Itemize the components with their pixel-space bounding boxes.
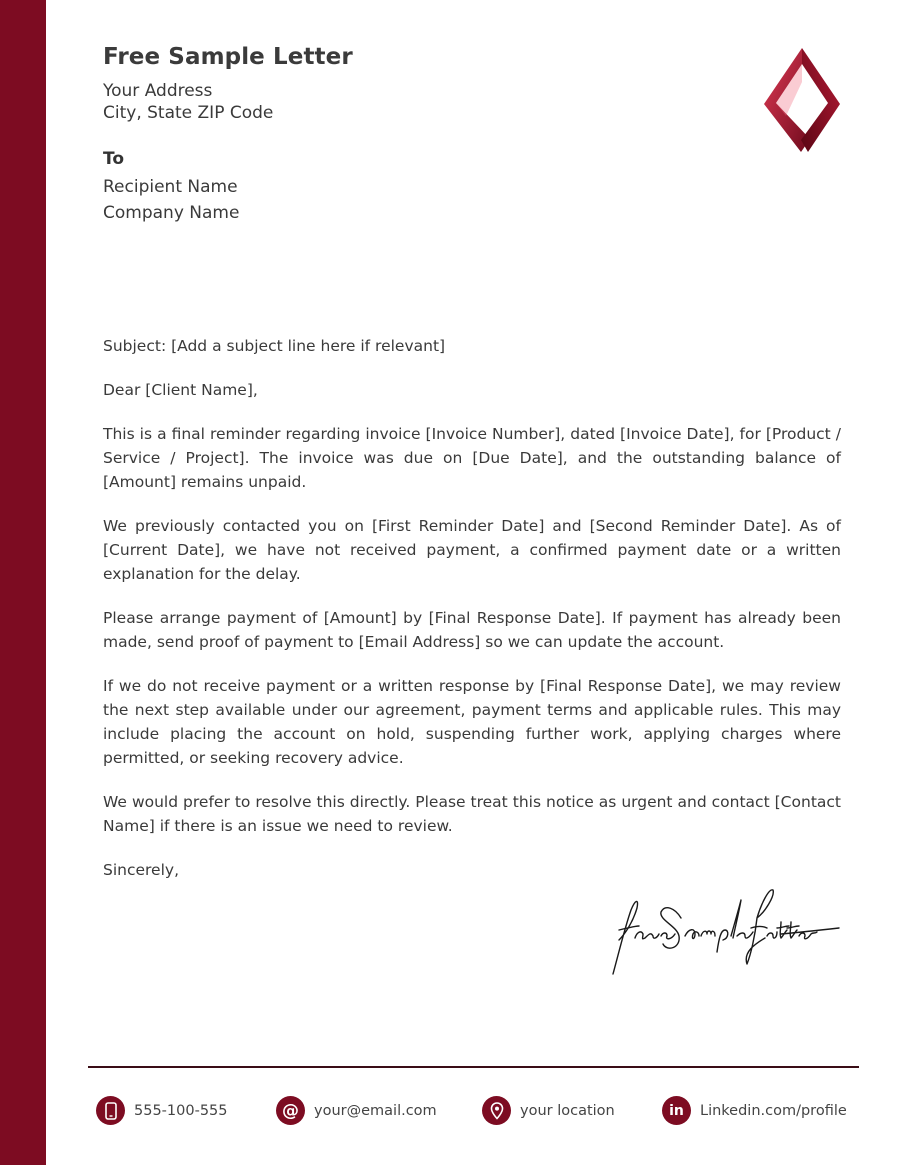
contact-linkedin	[662, 1096, 847, 1125]
body-paragraph: We would prefer to resolve this directly. Please treat this notice as urgent and contact [Contact Name] if there is an issue we need to review.	[103, 793, 841, 835]
diamond-logo-icon	[760, 46, 844, 154]
sender-address: Your Address	[103, 81, 213, 101]
location-pin-icon	[482, 1096, 511, 1125]
body-paragraph: This is a final reminder regarding invoice [Invoice Number], dated [Invoice Date], for [Product / Service / Project]. The invoice was due on [Due Date], and the outstanding balance of [Amount] remains unpaid.	[103, 425, 841, 491]
recipient-company: Company Name	[103, 203, 240, 223]
linkedin-icon: in	[662, 1096, 691, 1125]
sender-block	[103, 80, 273, 124]
closing: Sincerely,	[103, 861, 180, 879]
recipient-name: Recipient Name	[103, 177, 238, 197]
phone-number: 555-100-555	[134, 1102, 228, 1119]
subject-line: Subject: [Add a subject line here if relevant]	[103, 337, 446, 355]
footer-divider	[88, 1066, 859, 1068]
body-paragraph: Please arrange payment of [Amount] by [Final Response Date]. If payment has already been made, send proof of payment to [Email Address] so we can update the account.	[103, 609, 841, 651]
location-text: your location	[520, 1102, 615, 1119]
contact-phone	[96, 1096, 228, 1125]
side-accent-bar	[0, 0, 46, 1165]
body-paragraph: We previously contacted you on [First Reminder Date] and [Second Reminder Date]. As of [Current Date], we have not received payment, a confirmed payment date or a written explanation for the delay.	[103, 517, 841, 583]
contact-location	[482, 1096, 615, 1125]
sender-city: City, State ZIP Code	[103, 103, 274, 123]
signature-image	[605, 882, 845, 982]
phone-icon	[96, 1096, 125, 1125]
recipient-block	[103, 174, 239, 226]
letter-title: Free Sample Letter	[103, 44, 353, 70]
salutation: Dear [Client Name],	[103, 381, 258, 399]
body-paragraph: If we do not receive payment or a written response by [Final Response Date], we may review the next step available under our agreement, payment terms and applicable rules. This may include placing the account on hold, suspending further work, applying charges where permitted, or seeking recovery advice.	[103, 677, 841, 767]
to-label: To	[103, 149, 125, 169]
at-sign-icon: @	[276, 1096, 305, 1125]
contact-email	[276, 1096, 437, 1125]
email-address: your@email.com	[314, 1102, 437, 1119]
letter-body	[103, 334, 841, 902]
linkedin-url: Linkedin.com/profile	[700, 1102, 847, 1119]
